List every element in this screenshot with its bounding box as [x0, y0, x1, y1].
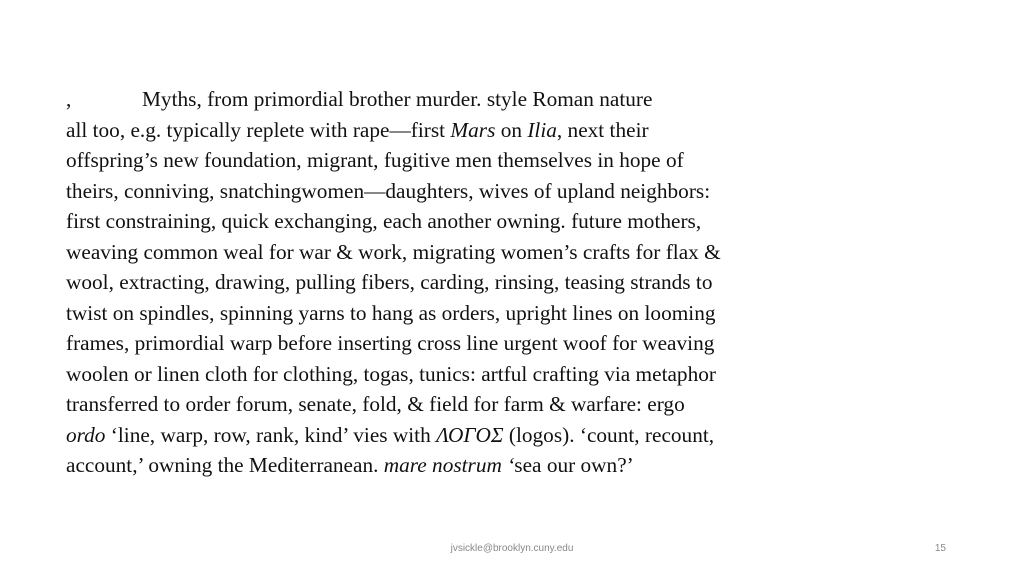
text-line	[66, 328, 986, 359]
text-line	[66, 298, 986, 329]
italic-text: Mars	[450, 117, 496, 142]
text-segment: theirs, conniving, snatchingwomen—daughters, wives of upland neighbors:	[66, 178, 711, 203]
text-segment: account,’ owning the Mediterranean.	[66, 453, 384, 477]
text-line	[66, 206, 986, 237]
text-segment: first constraining, quick exchanging, each another owning. future mothers,	[66, 209, 702, 233]
text-segment: , next their	[556, 117, 649, 142]
text-line	[66, 237, 986, 268]
text-line	[66, 115, 986, 146]
text-line	[66, 84, 986, 115]
text-segment: woolen or linen cloth for clothing, togas, tunics: artful crafting via metaphor	[66, 361, 716, 386]
text-line	[66, 359, 986, 390]
italic-text: ordo	[66, 422, 106, 447]
italic-text: ΛΟΓΟΣ	[436, 422, 504, 447]
text-line	[66, 176, 986, 207]
text-segment: ‘line, warp, row, rank, kind’ vies with	[105, 422, 437, 447]
page-number: 15	[934, 543, 946, 554]
text-segment: offspring’s new foundation, migrant, fugitive men themselves in hope of	[66, 148, 684, 172]
leading-comma: ,	[66, 87, 72, 111]
text-segment: on	[495, 117, 528, 142]
text-segment: twist on spindles, spinning yarns to hang as orders, upright lines on looming	[66, 300, 716, 325]
text-line	[66, 267, 986, 298]
text-segment: transferred to order forum, senate, fold, & field for farm & warfare: ergo	[66, 392, 685, 416]
text-segment: Myths, from primordial brother murder. style Roman nature	[142, 87, 653, 111]
text-segment: weaving common weal for war & work, migrating women’s crafts for flax &	[66, 239, 721, 264]
text-segment: sea our own?’	[514, 453, 634, 477]
italic-text: mare nostrum	[383, 453, 502, 477]
slide-body-text	[66, 84, 986, 481]
text-segment: wool, extracting, drawing, pulling fibers, carding, rinsing, teasing strands to	[66, 270, 713, 294]
italic-text: ‘	[501, 453, 515, 477]
text-line	[66, 145, 986, 176]
text-line	[66, 389, 986, 420]
italic-text: Ilia	[527, 117, 557, 142]
text-segment: frames, primordial warp before inserting cross line urgent woof for weaving	[66, 331, 715, 355]
footer-email: jvsickle@brooklyn.cuny.edu	[450, 543, 574, 554]
text-line	[66, 420, 986, 451]
text-segment: all too, e.g. typically replete with rape—first	[66, 117, 451, 142]
text-line	[66, 450, 986, 481]
text-segment: (logos). ‘count, recount,	[503, 422, 715, 447]
